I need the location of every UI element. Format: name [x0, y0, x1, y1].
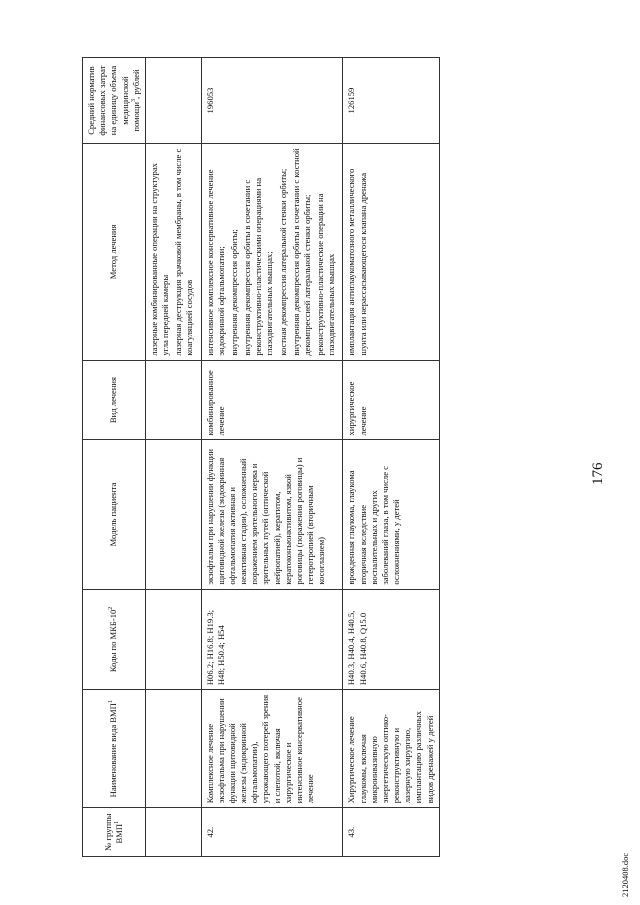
method-item: лазерные комбинированные операции на структурах угла передней камеры [148, 163, 171, 356]
method-item: внутренняя декомпрессия орбиты в сочетании с костной декомпрессией латеральной стенки орбиты; [290, 148, 312, 356]
cell-cost: 196053 [201, 58, 343, 144]
cell-methods [145, 144, 201, 361]
cell-cost: 126159 [343, 58, 439, 144]
method-item: интенсивное комплексное консервативное лечение эндокринной офтальмопатии; [204, 169, 226, 356]
method-item: внутренняя декомпрессия орбиты в сочетании с реконструктивно-пластическими операциями на глазодвигательных мышцах; [242, 177, 275, 356]
cell-model: экзофтальм при нарушении функции щитовидной железы (эндокринная офтальмопатия активная и неактивная стадии), осложненный поражением зрительного нерва и зрительных путей (оптической нейропатией), кератитом, кератоконъюнктивитом, язвой роговицы (поражения роговицы) и гетеротропией (вторичным косоглазием) [201, 440, 343, 589]
cell-methods [201, 144, 343, 361]
header-vmp-name: Наименование вида ВМП$^1$ [83, 690, 146, 808]
header-treatment-kind: Вид лечения [83, 360, 146, 440]
cell-name: Хирургическое лечение глаукомы, включая микроинвазивную энергетическую оптико-реконструктивную и лазерную хирургию, имплантацию различных видов дренажей у детей [343, 690, 439, 808]
cell-model [145, 440, 201, 589]
cell-codes: H06.2; H16.8; H19.3; H48; H50.4; H54 [201, 589, 343, 690]
header-group-number: № группы ВМП$^1$ [83, 808, 146, 857]
file-name: 2120408.doc [620, 852, 630, 897]
cell-codes [145, 589, 201, 690]
cell-name [145, 690, 201, 808]
vmp-table [82, 57, 440, 857]
cell-model: врожденная глаукома, глаукома вторичная вследствие воспалительных и других заболеваний глаза, в том числе с осложнениями, у детей [343, 440, 439, 589]
cell-codes: H40.3, H40.4, H40.5, H40.6, H40.8, Q15.0 [343, 589, 439, 690]
table-row [343, 58, 439, 857]
cell-kind: хирургическое лечение [343, 360, 439, 440]
cell-num [145, 808, 201, 857]
cell-num: 43. [343, 808, 439, 857]
method-item: реконструктивно-пластические операции на глазодвигательных мышцах [315, 193, 337, 356]
header-treatment-method: Метод лечения [83, 144, 146, 361]
method-item: лазерная деструкция зрачковой мембраны, в том числе с коагуляцией сосудов [173, 148, 195, 356]
table-row [201, 58, 343, 857]
header-cost-norm: Средний норматив финансовых затрат на единицу объема медицинской помощи$^3$, рублей [83, 58, 146, 144]
cell-kind: комбинированное лечение [201, 360, 343, 440]
cell-kind [145, 360, 201, 440]
cell-cost [145, 58, 201, 144]
cell-methods [343, 144, 439, 361]
method-item: костная декомпрессия латеральной стенки орбиты; [277, 168, 288, 356]
cell-name: Комплексное лечение экзофтальма при нарушении функции щитовидной железы (эндокринной офтальмопатии), угрожающего потерей зрения и слепотой, включая хирургическое и интенсивное консервативное лечение [201, 690, 343, 808]
header-patient-model: Модель пациента [83, 440, 146, 589]
method-item: имплантация антиглаукоматозного металлического шунта или нерассасывающегося клапана дренажа [346, 168, 368, 356]
header-icd-codes: Коды по МКБ-$10^2$ [83, 589, 146, 690]
page-number: 176 [590, 462, 606, 485]
cell-num: 42. [201, 808, 343, 857]
table-row [145, 58, 201, 857]
table-header-row [83, 58, 146, 857]
method-item: внутренняя декомпрессия орбиты; [228, 229, 239, 356]
